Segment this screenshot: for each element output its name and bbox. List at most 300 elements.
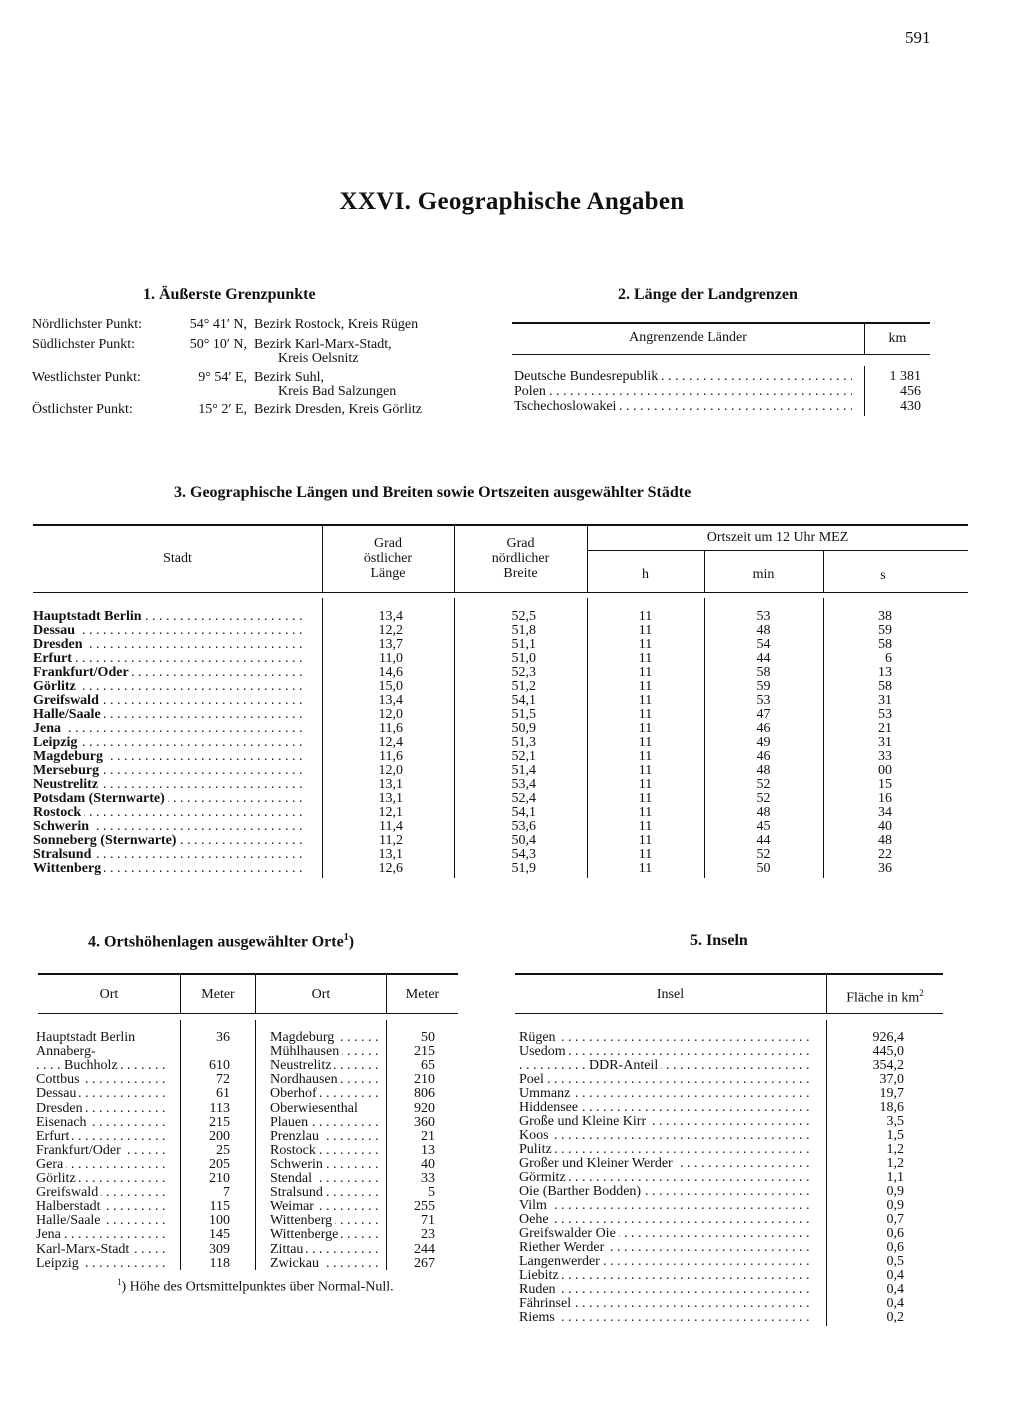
city-latitude: 51,4 <box>511 763 536 778</box>
altitude-place: Dessau <box>36 1087 79 1101</box>
table4-body-div2 <box>255 1020 256 1270</box>
city-second: 58 <box>878 679 892 694</box>
altitude-meter: 118 <box>209 1255 230 1271</box>
dot-leader <box>519 1213 814 1227</box>
city-minute: 52 <box>756 791 771 806</box>
island-name: Vilm <box>519 1199 550 1213</box>
altitude-meter: 210 <box>209 1171 230 1186</box>
lat-h3: Breite <box>503 566 538 581</box>
altitude-place: Greifswald <box>36 1186 101 1200</box>
city-second: 53 <box>878 707 892 722</box>
city-minute: 52 <box>756 847 771 862</box>
city-minute: 44 <box>756 651 771 666</box>
city-name: Potsdam (Sternwarte) <box>33 792 168 806</box>
city-latitude: 51,1 <box>511 637 536 652</box>
altitude-place: Karl-Marx-Stadt <box>36 1243 132 1257</box>
footnote-mark: 1 <box>117 1277 122 1287</box>
extreme-point-label: Südlichster Punkt: <box>32 337 136 352</box>
city-hour: 11 <box>638 763 653 778</box>
city-name: Stralsund <box>33 848 94 862</box>
altitude-meter: 610 <box>209 1058 230 1074</box>
island-name: Oehe <box>519 1213 552 1227</box>
altitude-meter: 21 <box>421 1128 435 1144</box>
table4-top-rule <box>38 973 458 975</box>
city-latitude: 54,1 <box>511 805 536 820</box>
island-area: 445,0 <box>872 1044 904 1059</box>
section4-title <box>88 932 354 951</box>
altitude-meter: 920 <box>414 1100 435 1116</box>
section4-title-sup: 1 <box>343 932 349 943</box>
altitude-place: Frankfurt/Oder <box>36 1144 124 1158</box>
table3-header-h: h <box>642 567 649 582</box>
city-name: Görlitz <box>33 680 79 694</box>
city-minute: 48 <box>756 763 771 778</box>
page-number: 591 <box>905 28 931 47</box>
dot-leader <box>519 1129 814 1143</box>
altitude-place: Neustrelitz <box>270 1059 334 1073</box>
city-minute: 46 <box>756 721 771 736</box>
altitude-meter: 215 <box>414 1044 435 1060</box>
table3-header-lon <box>322 536 454 581</box>
section3-title: 3. Geographische Längen und Breiten sowie Ortszeiten ausgewählter Städte <box>174 484 692 501</box>
city-longitude: 12,0 <box>378 763 403 778</box>
city-hour: 11 <box>638 679 653 694</box>
island-name: Greifswalder Oie <box>519 1227 619 1241</box>
city-second: 59 <box>878 623 892 638</box>
city-name: Dessau <box>33 624 78 638</box>
city-hour: 11 <box>638 777 653 792</box>
city-longitude: 11,0 <box>379 651 403 666</box>
section4-footnote <box>117 1277 394 1296</box>
island-area: 0,4 <box>886 1282 904 1297</box>
city-longitude: 11,6 <box>379 721 403 736</box>
city-name: Sonneberg (Sternwarte) <box>33 834 179 848</box>
extreme-point-label: Nördlichster Punkt: <box>32 317 143 332</box>
island-area: 354,2 <box>872 1058 904 1073</box>
border-country: Polen <box>514 385 549 399</box>
city-second: 33 <box>878 749 892 764</box>
extreme-point-label: Westlichster Punkt: <box>32 370 141 385</box>
island-area: 0,6 <box>886 1226 904 1241</box>
city-hour: 11 <box>638 665 653 680</box>
footnote-text: ) Höhe des Ortsmittelpunktes über Normal-Null. <box>121 1279 394 1295</box>
altitude-meter: 33 <box>421 1171 435 1186</box>
city-minute: 49 <box>756 735 771 750</box>
city-minute: 44 <box>756 833 771 848</box>
city-second: 58 <box>878 637 892 652</box>
altitude-place: Zittau <box>270 1243 306 1257</box>
city-latitude: 51,3 <box>511 735 536 750</box>
city-longitude: 13,1 <box>378 777 403 792</box>
city-longitude: 12,1 <box>378 805 403 820</box>
altitude-meter: 65 <box>421 1058 435 1074</box>
city-second: 16 <box>878 791 892 806</box>
altitude-place: Dresden <box>36 1102 86 1116</box>
city-longitude: 12,6 <box>378 861 403 876</box>
city-longitude: 11,4 <box>379 819 403 834</box>
table2-top-rule <box>512 322 930 324</box>
altitude-place: Cottbus <box>36 1073 83 1087</box>
dot-leader <box>33 722 307 736</box>
dot-leader <box>519 1059 814 1073</box>
extreme-point-place: Bezirk Suhl, <box>254 370 324 385</box>
altitude-meter: 360 <box>414 1114 435 1130</box>
city-name: Jena <box>33 722 64 736</box>
extreme-point-place: Bezirk Dresden, Kreis Görlitz <box>254 402 422 417</box>
city-hour: 11 <box>638 721 653 736</box>
island-area: 18,6 <box>879 1100 904 1115</box>
city-longitude: 12,2 <box>378 623 403 638</box>
dot-leader <box>519 1143 814 1157</box>
extreme-point-place-2: Kreis Oelsnitz <box>278 351 359 366</box>
city-minute: 53 <box>756 609 771 624</box>
altitude-place: Eisenach <box>36 1116 90 1130</box>
lon-h2: östlicher <box>363 551 413 566</box>
border-km: 430 <box>900 399 921 414</box>
city-longitude: 13,1 <box>378 791 403 806</box>
city-hour: 11 <box>638 651 653 666</box>
table3-top-rule <box>33 524 968 526</box>
altitude-place: Wittenberge <box>270 1228 341 1242</box>
island-name: Koos <box>519 1129 552 1143</box>
dot-leader <box>514 385 852 399</box>
extreme-point-place: Bezirk Rostock, Kreis Rügen <box>254 317 419 332</box>
altitude-place: Jena <box>36 1228 64 1242</box>
table3-header-time: Ortszeit um 12 Uhr MEZ <box>706 530 849 545</box>
table4-header-ort-left: Ort <box>99 987 119 1002</box>
city-minute: 53 <box>756 693 771 708</box>
altitude-place: Halberstadt <box>36 1200 104 1214</box>
city-latitude: 51,8 <box>511 623 536 638</box>
altitude-meter: 25 <box>216 1142 230 1158</box>
table3-header-rule <box>33 592 968 593</box>
city-second: 00 <box>878 763 892 778</box>
lon-h1: Grad <box>374 536 402 551</box>
altitude-meter: 806 <box>414 1086 435 1102</box>
extreme-point-place-2: Kreis Bad Salzungen <box>278 384 397 399</box>
table2-header-country: Angrenzende Länder <box>629 330 747 345</box>
city-hour: 11 <box>638 693 653 708</box>
table5-header-insel: Insel <box>656 987 685 1002</box>
altitude-place: Wittenberg <box>270 1214 335 1228</box>
city-hour: 11 <box>638 609 653 624</box>
city-latitude: 51,0 <box>511 651 536 666</box>
island-name: Ummanz <box>519 1087 573 1101</box>
section2-title: 2. Länge der Landgrenzen <box>618 286 798 303</box>
city-hour: 11 <box>638 791 653 806</box>
altitude-meter: 210 <box>414 1072 435 1088</box>
city-name: Erfurt <box>33 652 75 666</box>
altitude-meter: 72 <box>216 1072 230 1088</box>
altitude-place: Halle/Saale <box>36 1214 104 1228</box>
city-hour: 11 <box>638 707 653 722</box>
altitude-place: Rostock <box>270 1144 319 1158</box>
lon-h3: Länge <box>370 566 406 581</box>
altitude-meter: 244 <box>414 1241 435 1257</box>
altitude-place: Prenzlau <box>270 1130 322 1144</box>
city-longitude: 12,0 <box>378 707 403 722</box>
island-area: 0,5 <box>886 1254 904 1269</box>
island-area: 0,9 <box>886 1198 904 1213</box>
city-name: Merseburg <box>33 764 102 778</box>
altitude-place: Erfurt <box>36 1130 72 1144</box>
altitude-meter: 200 <box>209 1128 230 1144</box>
altitude-meter: 145 <box>209 1227 230 1243</box>
altitude-place: Oberhof <box>270 1087 320 1101</box>
city-longitude: 13,4 <box>378 693 403 708</box>
city-longitude: 11,2 <box>379 833 403 848</box>
island-name: Riems <box>519 1311 558 1325</box>
city-longitude: 11,6 <box>379 749 403 764</box>
city-hour: 11 <box>638 637 653 652</box>
city-latitude: 52,1 <box>511 749 536 764</box>
section1-title: 1. Äußerste Grenzpunkte <box>143 286 316 303</box>
dot-leader <box>519 1269 814 1283</box>
border-country: Tschechoslowakei <box>514 400 619 414</box>
city-minute: 58 <box>756 665 771 680</box>
island-area: 0,4 <box>886 1268 904 1283</box>
island-name: Großer und Kleiner Werder <box>519 1157 676 1171</box>
island-area: 1,5 <box>886 1128 904 1143</box>
city-second: 31 <box>878 735 892 750</box>
altitude-meter: 267 <box>414 1255 435 1271</box>
altitude-place: Stralsund <box>270 1186 326 1200</box>
city-latitude: 51,5 <box>511 707 536 722</box>
city-name: Wittenberg <box>33 862 104 876</box>
table4-header-meter-right: Meter <box>405 987 440 1002</box>
altitude-place: Hauptstadt Berlin <box>36 1031 138 1045</box>
altitude-place: Mühlhausen <box>270 1045 342 1059</box>
city-name: Dresden <box>33 638 86 652</box>
table3-header-s: s <box>880 568 886 583</box>
city-longitude: 13,1 <box>378 847 403 862</box>
city-hour: 11 <box>638 623 653 638</box>
city-second: 48 <box>878 833 892 848</box>
city-minute: 48 <box>756 805 771 820</box>
city-name: Rostock <box>33 806 84 820</box>
table3-header-lat <box>454 536 587 581</box>
island-name: DDR-Anteil <box>589 1059 661 1073</box>
city-hour: 11 <box>638 749 653 764</box>
city-latitude: 54,3 <box>511 847 536 862</box>
island-area: 1,1 <box>886 1170 904 1185</box>
altitude-meter: 50 <box>421 1030 435 1045</box>
city-minute: 47 <box>756 707 771 722</box>
altitude-meter: 7 <box>223 1185 230 1201</box>
city-name: Magdeburg <box>33 750 106 764</box>
altitude-place: Schwerin <box>270 1158 326 1172</box>
city-longitude: 15,0 <box>378 679 403 694</box>
altitude-place: Leipzig <box>36 1257 82 1271</box>
island-name: Fährinsel <box>519 1297 574 1311</box>
island-name: Poel <box>519 1073 547 1087</box>
altitude-meter: 23 <box>421 1227 435 1243</box>
city-minute: 54 <box>756 637 771 652</box>
altitude-place: Plauen <box>270 1116 311 1130</box>
altitude-meter: 215 <box>209 1114 230 1130</box>
altitude-meter: 40 <box>421 1156 435 1172</box>
altitude-place: Magdeburg <box>270 1031 337 1045</box>
city-second: 13 <box>878 665 892 680</box>
border-country: Deutsche Bundesrepublik <box>514 370 661 384</box>
extreme-point-place: Bezirk Karl-Marx-Stadt, <box>254 337 392 352</box>
city-minute: 50 <box>756 861 771 876</box>
altitude-place: Annaberg- <box>36 1045 99 1059</box>
island-name: Usedom <box>519 1045 569 1059</box>
city-latitude: 53,4 <box>511 777 536 792</box>
table5-header-flaeche <box>827 986 943 1006</box>
border-km: 456 <box>900 384 921 399</box>
table3-header-min: min <box>752 567 775 582</box>
city-name: Halle/Saale <box>33 708 104 722</box>
section5-title: 5. Inseln <box>690 932 748 949</box>
dot-leader <box>519 1311 814 1325</box>
altitude-place: Weimar <box>270 1200 317 1214</box>
altitude-meter: 71 <box>421 1213 435 1229</box>
dot-leader <box>519 1199 814 1213</box>
altitude-place: Zwickau <box>270 1257 322 1271</box>
altitude-meter: 255 <box>414 1199 435 1215</box>
city-latitude: 51,9 <box>511 861 536 876</box>
city-hour: 11 <box>638 819 653 834</box>
altitude-meter: 13 <box>421 1142 435 1158</box>
city-second: 6 <box>885 651 892 666</box>
table5-body-div <box>826 1020 827 1326</box>
city-latitude: 52,5 <box>511 609 536 624</box>
island-area: 0,2 <box>886 1310 904 1325</box>
city-minute: 48 <box>756 623 771 638</box>
city-second: 40 <box>878 819 892 834</box>
island-area: 37,0 <box>879 1072 904 1087</box>
extreme-point-coord: 15° 2′ E, <box>198 402 247 417</box>
city-latitude: 52,3 <box>511 665 536 680</box>
city-name: Leipzig <box>33 736 80 750</box>
table5-top-rule <box>515 973 943 975</box>
island-area: 19,7 <box>879 1086 904 1101</box>
extreme-point-label: Östlichster Punkt: <box>32 402 133 417</box>
table4-header-meter-left: Meter <box>201 987 235 1002</box>
extreme-point-coord: 9° 54′ E, <box>198 370 247 385</box>
city-minute: 45 <box>756 819 771 834</box>
altitude-meter: 61 <box>216 1086 230 1102</box>
city-latitude: 52,4 <box>511 791 536 806</box>
city-minute: 46 <box>756 749 771 764</box>
city-name: Schwerin <box>33 820 92 834</box>
city-hour: 11 <box>638 833 653 848</box>
city-minute: 52 <box>756 777 771 792</box>
city-second: 21 <box>878 721 892 736</box>
island-name: Pulitz <box>519 1143 555 1157</box>
island-area: 3,5 <box>886 1114 904 1129</box>
section4-title-text: 4. Ortshöhenlagen ausgewählter Orte <box>88 933 344 951</box>
island-name: Hiddensee <box>519 1101 581 1115</box>
flaeche-text: Fläche in km <box>846 990 920 1006</box>
altitude-place: Oberwiesenthal <box>270 1102 361 1116</box>
table3-time-rule <box>587 550 968 551</box>
table2-header-rule <box>512 354 930 355</box>
altitude-meter: 309 <box>209 1241 230 1257</box>
altitude-meter: 113 <box>209 1100 230 1116</box>
extreme-point-coord: 50° 10′ N, <box>189 337 247 352</box>
altitude-place: Görlitz <box>36 1172 79 1186</box>
city-second: 31 <box>878 693 892 708</box>
city-second: 22 <box>878 847 892 862</box>
city-hour: 11 <box>638 805 653 820</box>
island-area: 0,4 <box>886 1296 904 1311</box>
city-latitude: 51,2 <box>511 679 536 694</box>
city-name: Frankfurt/Oder <box>33 666 132 680</box>
altitude-place: Buchholz <box>64 1059 121 1073</box>
city-second: 36 <box>878 861 892 876</box>
city-hour: 11 <box>638 861 653 876</box>
altitude-meter: 5 <box>428 1185 435 1201</box>
island-name: Langenwerder <box>519 1255 603 1269</box>
extreme-point-coord: 54° 41′ N, <box>189 317 247 332</box>
table2-body-divider <box>864 366 865 416</box>
island-name: Große und Kleine Kirr <box>519 1115 649 1129</box>
city-minute: 59 <box>756 679 771 694</box>
city-longitude: 13,7 <box>378 637 403 652</box>
altitude-meter: 115 <box>209 1199 230 1215</box>
city-latitude: 50,9 <box>511 721 536 736</box>
chapter-title: XXVI. Geographische Angaben <box>339 188 685 215</box>
city-longitude: 14,6 <box>378 665 403 680</box>
altitude-meter: 100 <box>209 1213 230 1229</box>
city-second: 34 <box>878 805 892 820</box>
altitude-meter: 205 <box>209 1156 230 1172</box>
dot-leader <box>519 1283 814 1297</box>
city-name: Neustrelitz <box>33 778 101 792</box>
altitude-place: Nordhausen <box>270 1073 341 1087</box>
section4-title-tail: ) <box>348 933 355 951</box>
lat-h1: Grad <box>506 536 535 551</box>
island-area: 0,7 <box>886 1212 904 1227</box>
island-name: Rügen <box>519 1031 559 1045</box>
island-area: 1,2 <box>886 1156 904 1171</box>
city-longitude: 12,4 <box>378 735 403 750</box>
island-area: 926,4 <box>872 1030 904 1045</box>
border-km: 1 381 <box>889 369 921 384</box>
city-name: Greifswald <box>33 694 102 708</box>
city-second: 15 <box>878 777 892 792</box>
city-name: Hauptstadt Berlin <box>33 610 145 624</box>
city-latitude: 50,4 <box>511 833 536 848</box>
city-hour: 11 <box>638 847 653 862</box>
table3-header-city: Stadt <box>163 551 192 566</box>
table5-header-rule <box>515 1013 943 1014</box>
table4-header-rule <box>38 1013 458 1014</box>
island-name: Riether Werder <box>519 1241 607 1255</box>
island-name: Görmitz <box>519 1171 569 1185</box>
island-area: 1,2 <box>886 1142 904 1157</box>
dot-leader <box>519 1073 814 1087</box>
city-longitude: 13,4 <box>378 609 403 624</box>
island-area: 0,9 <box>886 1184 904 1199</box>
dot-leader <box>519 1031 814 1045</box>
lat-h2: nördlicher <box>491 551 550 566</box>
island-name: Oie (Barther Bodden) <box>519 1185 644 1199</box>
island-name: Liebitz <box>519 1269 562 1283</box>
altitude-place: Stendal <box>270 1172 315 1186</box>
island-area: 0,6 <box>886 1240 904 1255</box>
city-latitude: 53,6 <box>511 819 536 834</box>
altitude-place: Gera <box>36 1158 66 1172</box>
city-hour: 11 <box>638 735 653 750</box>
altitude-meter: 36 <box>216 1030 230 1045</box>
island-name: Ruden <box>519 1283 559 1297</box>
city-latitude: 54,1 <box>511 693 536 708</box>
city-second: 38 <box>878 609 892 624</box>
